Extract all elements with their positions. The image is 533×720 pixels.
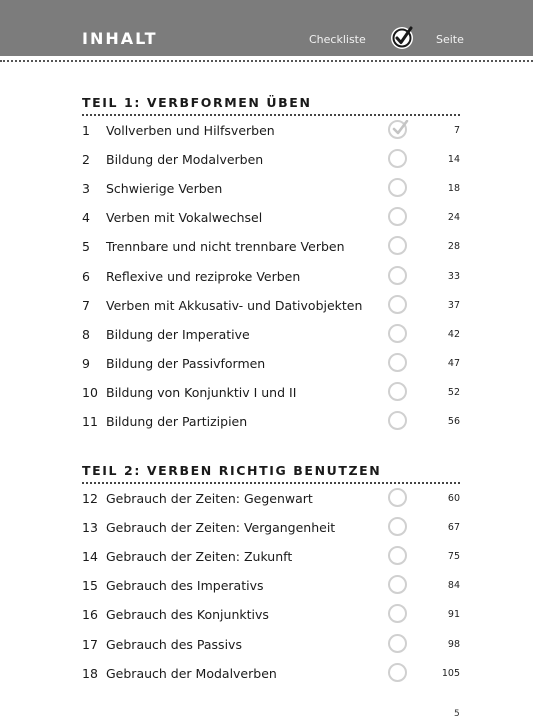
toc-item-title: Gebrauch der Zeiten: Vergangenheit: [106, 520, 336, 536]
toc-item-number: 15: [82, 578, 98, 594]
header-divider: [0, 60, 533, 62]
toc-item-page: 33: [447, 270, 460, 282]
checklist-circle-checkbox[interactable]: [388, 604, 407, 623]
toc-item-number: 10: [82, 384, 98, 400]
checklist-circle-checkbox[interactable]: [388, 236, 407, 255]
toc-item-number: 11: [82, 414, 98, 429]
toc-item-number: 16: [82, 607, 98, 623]
toc-item-title: Vollverben und Hilfsverben: [106, 123, 275, 138]
toc-item-page: 7: [453, 125, 460, 136]
toc-item-title: Gebrauch des Imperativs: [106, 578, 264, 594]
toc-item-page: 67: [447, 522, 460, 534]
toc-item-page: 28: [447, 241, 460, 253]
page-title: INHALT: [82, 29, 158, 48]
toc-item: [82, 631, 460, 660]
toc-item-title: Verben mit Vokalwechsel: [106, 210, 263, 226]
toc-item-page: 75: [447, 551, 460, 563]
toc-item-page: 42: [447, 328, 460, 340]
toc-item-title: Trennbare und nicht trennbare Verben: [106, 239, 345, 255]
toc-item-number: 5: [82, 239, 90, 255]
toc-item-title: Schwierige Verben: [106, 181, 223, 197]
toc-item: [82, 660, 460, 689]
toc-item-number: 6: [82, 268, 90, 284]
toc-item: [82, 117, 460, 146]
toc-item: [82, 321, 460, 350]
toc-item: [82, 514, 460, 543]
toc-item-title: Gebrauch der Zeiten: Gegenwart: [106, 491, 313, 506]
toc-item-page: 52: [447, 386, 460, 398]
section-title-teil-1: TEIL 1: VERBFORMEN ÜBEN: [82, 95, 312, 110]
checklist-circle-checkbox[interactable]: [388, 207, 407, 226]
checklist-circle-checkbox[interactable]: [388, 149, 407, 168]
toc-item-number: 9: [82, 355, 90, 371]
toc-item-number: 12: [82, 491, 98, 506]
checklist-circle-checkbox[interactable]: [388, 353, 407, 372]
checklist-circle-checkbox[interactable]: [388, 546, 407, 565]
checklist-circle-checkbox[interactable]: [388, 382, 407, 401]
checked-circle-checkbox[interactable]: [388, 120, 407, 139]
header-bar: [0, 0, 533, 56]
toc-item-title: Bildung der Passivformen: [106, 355, 266, 371]
checklist-circle-checkbox[interactable]: [388, 411, 407, 430]
toc-item-page: 56: [447, 416, 460, 427]
toc-item-number: 18: [82, 665, 98, 681]
checklist-circle-checkbox[interactable]: [388, 266, 407, 285]
toc-item: [82, 175, 460, 204]
page-number: 5: [454, 709, 460, 719]
section-divider: [82, 482, 460, 484]
toc-item: [82, 292, 460, 321]
toc-item: [82, 408, 460, 437]
toc-item: [82, 233, 460, 262]
toc-item: [82, 572, 460, 601]
checkmark-circle-icon: [389, 23, 417, 51]
checklist-circle-checkbox[interactable]: [388, 517, 407, 536]
checklist-circle-checkbox[interactable]: [388, 295, 407, 314]
toc-item-title: Gebrauch des Passivs: [106, 636, 242, 652]
toc-item: [82, 485, 460, 514]
toc-item-page: 98: [447, 638, 460, 650]
section-divider: [82, 114, 460, 116]
toc-item-title: Verben mit Akkusativ- und Dativobjekten: [106, 297, 363, 313]
toc-item: [82, 204, 460, 233]
toc-item: [82, 379, 460, 408]
toc-item-title: Bildung der Partizipien: [106, 414, 248, 429]
toc-item-page: 18: [447, 183, 460, 195]
toc-item-number: 13: [82, 520, 98, 536]
toc-item-page: 105: [441, 667, 460, 679]
checklist-column-label: Checkliste: [309, 33, 366, 46]
toc-item-title: Gebrauch des Konjunktivs: [106, 607, 269, 623]
toc-item: [82, 543, 460, 572]
checklist-circle-checkbox[interactable]: [388, 575, 407, 594]
toc-item-title: Bildung der Imperative: [106, 326, 250, 342]
toc-item-page: 84: [447, 580, 460, 592]
page-column-label: Seite: [436, 33, 464, 46]
toc-item-number: 14: [82, 549, 98, 565]
toc-item-title: Bildung von Konjunktiv I und II: [106, 384, 297, 400]
toc-item-number: 7: [82, 297, 90, 313]
checklist-circle-checkbox[interactable]: [388, 324, 407, 343]
toc-item-title: Gebrauch der Modalverben: [106, 665, 277, 681]
checklist-circle-checkbox[interactable]: [388, 178, 407, 197]
toc-item-number: 17: [82, 636, 98, 652]
toc-item: [82, 350, 460, 379]
toc-item-number: 4: [82, 210, 90, 226]
toc-item-number: 3: [82, 181, 90, 197]
toc-item-page: 24: [447, 212, 460, 224]
toc-item-number: 2: [82, 152, 90, 168]
checklist-circle-checkbox[interactable]: [388, 634, 407, 653]
toc-item: [82, 601, 460, 630]
toc-item-page: 37: [447, 299, 460, 311]
toc-item-page: 91: [447, 609, 460, 621]
toc-item-number: 1: [82, 123, 90, 138]
toc-item: [82, 146, 460, 175]
checklist-circle-checkbox[interactable]: [388, 488, 407, 507]
toc-item-title: Bildung der Modalverben: [106, 152, 264, 168]
toc-item-page: 47: [447, 357, 460, 369]
checkmark-icon: [391, 120, 409, 138]
toc-item-number: 8: [82, 326, 90, 342]
toc-item-page: 14: [447, 154, 460, 166]
toc-item-page: 60: [447, 493, 460, 504]
section-title-teil-2: TEIL 2: VERBEN RICHTIG BENUTZEN: [82, 463, 382, 478]
toc-item-title: Reflexive und reziproke Verben: [106, 268, 301, 284]
checklist-circle-checkbox[interactable]: [388, 663, 407, 682]
toc-item: [82, 263, 460, 292]
toc-item-title: Gebrauch der Zeiten: Zukunft: [106, 549, 293, 565]
